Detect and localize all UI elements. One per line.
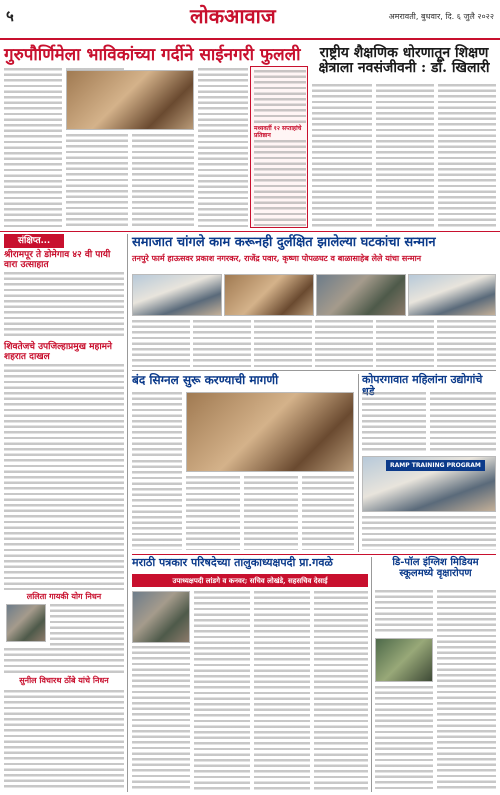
right-top-col3 — [438, 84, 496, 228]
bottom-left-photo — [132, 591, 190, 643]
col-divider-3 — [371, 557, 372, 792]
mid-body-col2 — [193, 320, 251, 368]
page-number: ५ — [6, 7, 14, 25]
bottom-left-col2 — [194, 591, 250, 790]
mid-photo-2 — [224, 274, 314, 316]
left-mid-col5 — [302, 476, 354, 550]
brand-logo: लोकआवाज — [190, 4, 276, 28]
col-divider — [127, 234, 128, 792]
mid-photo-4 — [408, 274, 496, 316]
mid-body-col3 — [254, 320, 312, 368]
brief3-photo — [6, 604, 46, 642]
mid-photo-1 — [132, 274, 222, 316]
left-mid-col1 — [132, 392, 182, 456]
mid-banner-headline: समाजात चांगले काम करूनही दुर्लक्षित झालेल्या घटकांचा सन्मान — [132, 235, 436, 250]
bottom-right-headline: डि-पॉल इंग्लिश मिडियम स्कूलमध्ये वृक्षारोपण — [392, 557, 479, 579]
bottom-right-photo — [375, 638, 433, 682]
right-top-headline: राष्ट्रीय शैक्षणिक धोरणातून शिक्षण क्षेत्राला नवसंजीवनी : डॉ. खिलारी — [318, 45, 490, 77]
divider-3 — [132, 554, 496, 555]
divider — [0, 231, 500, 232]
inset-body — [254, 70, 306, 124]
left-mid-photo — [186, 392, 354, 472]
section-label: संक्षिप्त... — [4, 234, 64, 248]
brief3-body-2 — [4, 648, 124, 674]
left-mid-col4 — [244, 476, 298, 550]
right-top-col1 — [312, 84, 372, 228]
bottom-right-col3 — [375, 686, 433, 790]
bottom-left-headline: मराठी पत्रकार परिषदेच्या तालुकाध्यक्षपदी प्रा.गवळे — [132, 556, 333, 569]
right-top-col2 — [376, 84, 434, 228]
mid-banner-subhead: तनपुरे फार्म हाऊसवर प्रकाश नगरकर, राजेंद्र पवार, कृष्णा पोपळघट व बाळासाहेब लेले यांचा सन्मान — [132, 253, 422, 263]
stage-banner: RAMP TRAINING PROGRAM — [386, 460, 485, 471]
left-mid-col2 — [132, 460, 182, 550]
right-mid-col2 — [430, 392, 496, 452]
brief4-body — [4, 690, 124, 790]
mid-body-col4 — [315, 320, 373, 368]
lead-body-col1 — [4, 68, 62, 228]
inset-body-2 — [254, 140, 306, 226]
bottom-left-subhead: उपाध्यक्षपदी लांडगे व कनवर; सचिव लोखंडे, सहसचिव देसाई — [132, 574, 368, 587]
masthead — [0, 0, 500, 40]
divider-2 — [132, 370, 496, 371]
lead-photo — [66, 70, 194, 130]
right-mid-col3 — [362, 516, 496, 550]
left-mid-col3 — [186, 476, 240, 550]
mid-body-col6 — [437, 320, 496, 368]
mid-body-col1 — [132, 320, 190, 368]
bottom-left-col4 — [314, 591, 368, 790]
inset-label: मध्यवर्ती १२ सप्ताहांचे प्रतिष्ठान — [254, 125, 302, 139]
right-mid-headline: कोपरगावात महिलांना उद्योगांचे धडे — [362, 373, 483, 399]
brief3-body — [50, 604, 124, 648]
bottom-right-col1 — [375, 590, 433, 634]
right-mid-col1 — [362, 392, 426, 452]
brief2-headline: शिवतेजचे उपजिल्हाप्रमुख महामने शहरात दाखल — [4, 342, 113, 363]
brief3-headline: ललिता गायकी योग निधन — [26, 591, 102, 601]
lead-body-col4 — [132, 134, 194, 228]
brief2-body — [4, 364, 124, 590]
bottom-left-col3 — [254, 591, 310, 790]
col-divider-2 — [358, 374, 359, 552]
bottom-right-col2 — [437, 590, 496, 790]
bottom-left-col1 — [132, 646, 190, 790]
brief4-headline: सुनील विचारथ ठोंबे यांचे निधन — [19, 675, 109, 685]
lead-headline: गुरुपौर्णिमेला भाविकांच्या गर्दीने साईनगरी फुलली — [4, 45, 301, 65]
dateline: अमरावती, बुधवार, दि. ६ जुलै २०२२ — [388, 12, 494, 21]
left-mid-headline: बंद सिग्नल सुरू करण्याची मागणी — [132, 373, 279, 387]
brief1-body — [4, 272, 124, 338]
lead-body-col3 — [66, 134, 128, 228]
lead-body-col5 — [198, 68, 248, 228]
mid-body-col5 — [376, 320, 434, 368]
brief1-headline: श्रीरामपूर ते डोमेगाव ४२ वी पायी वारा उत्साहात — [4, 250, 111, 271]
mid-photo-3 — [316, 274, 406, 316]
